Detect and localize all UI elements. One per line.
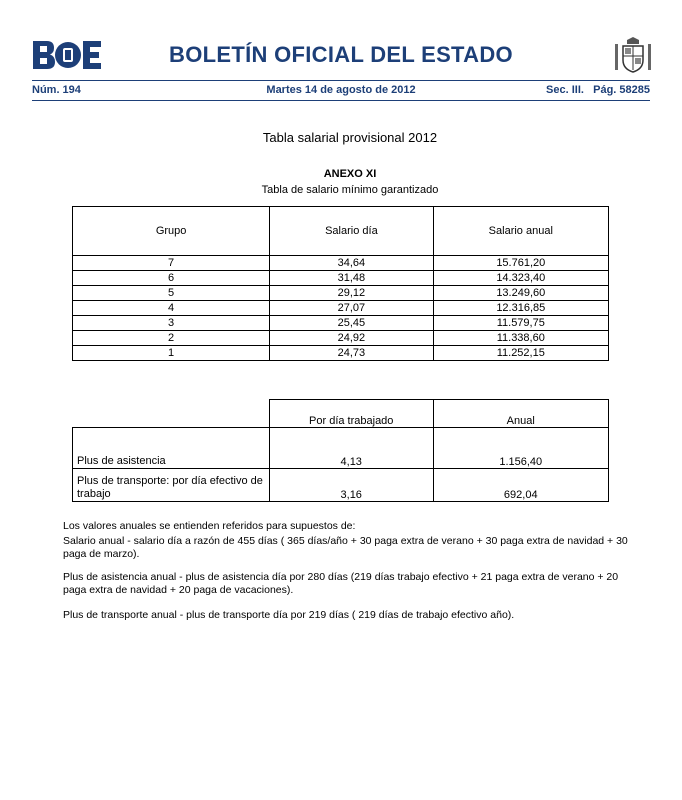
- daily-salary-cell: 31,48: [270, 271, 433, 286]
- column-header-group: Grupo: [73, 207, 270, 256]
- table-row: [73, 286, 609, 301]
- bulletin-title: BOLETÍN OFICIAL DEL ESTADO: [169, 42, 513, 67]
- group-cell: 7: [73, 256, 270, 271]
- column-header-per-day: Por día trabajado: [269, 400, 433, 428]
- notes-section: [63, 520, 643, 622]
- table-row: [73, 271, 609, 286]
- note-attendance-bonus: Plus de asistencia anual - plus de asistencia día por 280 días (219 días trabajo efectivo + 21 paga extra de verano + 20 paga extra de navidad + 20 paga de vacaciones).: [63, 571, 619, 596]
- annual-value-cell: 1.156,40: [433, 428, 609, 469]
- header-rule-top: [32, 80, 650, 81]
- annual-salary-cell: 11.338,60: [433, 331, 608, 346]
- table-row: [73, 301, 609, 316]
- section-page: Sec. III. Pág. 58285: [546, 84, 650, 96]
- table-row: [73, 316, 609, 331]
- annual-value-cell: 692,04: [433, 469, 609, 502]
- annual-salary-cell: 13.249,60: [433, 286, 608, 301]
- coat-of-arms-icon: [613, 36, 653, 74]
- notes-intro: Los valores anuales se entienden referidos para supuestos de:: [63, 520, 356, 532]
- table-row: [73, 428, 609, 469]
- column-header-annual: Anual: [433, 400, 609, 428]
- daily-salary-cell: 24,73: [270, 346, 433, 361]
- column-header-daily-salary: Salario día: [270, 207, 433, 256]
- table-row: [73, 331, 609, 346]
- plus-label-cell: Plus de transporte: por día efectivo de trabajo: [73, 469, 270, 502]
- daily-salary-cell: 34,64: [270, 256, 433, 271]
- group-cell: 3: [73, 316, 270, 331]
- table-title: Tabla salarial provisional 2012: [262, 130, 438, 145]
- issue-date: Martes 14 de agosto de 2012: [266, 84, 416, 96]
- annual-salary-cell: 12.316,85: [433, 301, 608, 316]
- daily-salary-cell: 25,45: [270, 316, 433, 331]
- daily-salary-cell: 29,12: [270, 286, 433, 301]
- table-row: [73, 256, 609, 271]
- annex-heading: ANEXO XI: [323, 168, 377, 180]
- header-rule-bottom: [32, 100, 650, 101]
- group-cell: 6: [73, 271, 270, 286]
- issue-number: Núm. 194: [32, 84, 81, 96]
- daily-salary-cell: 24,92: [270, 331, 433, 346]
- annual-salary-cell: 15.761,20: [433, 256, 608, 271]
- plus-table: [72, 399, 609, 502]
- annex-subtitle: Tabla de salario mínimo garantizado: [261, 184, 439, 196]
- annual-salary-cell: 11.252,15: [433, 346, 608, 361]
- annual-salary-cell: 14.323,40: [433, 271, 608, 286]
- column-header-annual-salary: Salario anual: [433, 207, 608, 256]
- group-cell: 1: [73, 346, 270, 361]
- group-cell: 5: [73, 286, 270, 301]
- note-annual-salary: Salario anual - salario día a razón de 455 días ( 365 días/año + 30 paga extra de verano + 30 paga extra de navidad + 30 paga de marzo).: [63, 535, 628, 560]
- note-transport-bonus: Plus de transporte anual - plus de transporte día por 219 días ( 219 días de trabajo efectivo año).: [63, 609, 515, 621]
- group-cell: 4: [73, 301, 270, 316]
- plus-table-header-row: [73, 400, 609, 428]
- annual-salary-cell: 11.579,75: [433, 316, 608, 331]
- plus-label-cell: Plus de asistencia: [73, 428, 270, 469]
- salary-table-header-row: [73, 207, 609, 256]
- daily-salary-cell: 27,07: [270, 301, 433, 316]
- per-day-value-cell: 4,13: [269, 428, 433, 469]
- empty-header-cell: [73, 400, 270, 428]
- table-row: [73, 346, 609, 361]
- per-day-value-cell: 3,16: [269, 469, 433, 502]
- salary-table: [72, 206, 609, 361]
- table-row: [73, 469, 609, 502]
- group-cell: 2: [73, 331, 270, 346]
- boe-header: [0, 0, 682, 110]
